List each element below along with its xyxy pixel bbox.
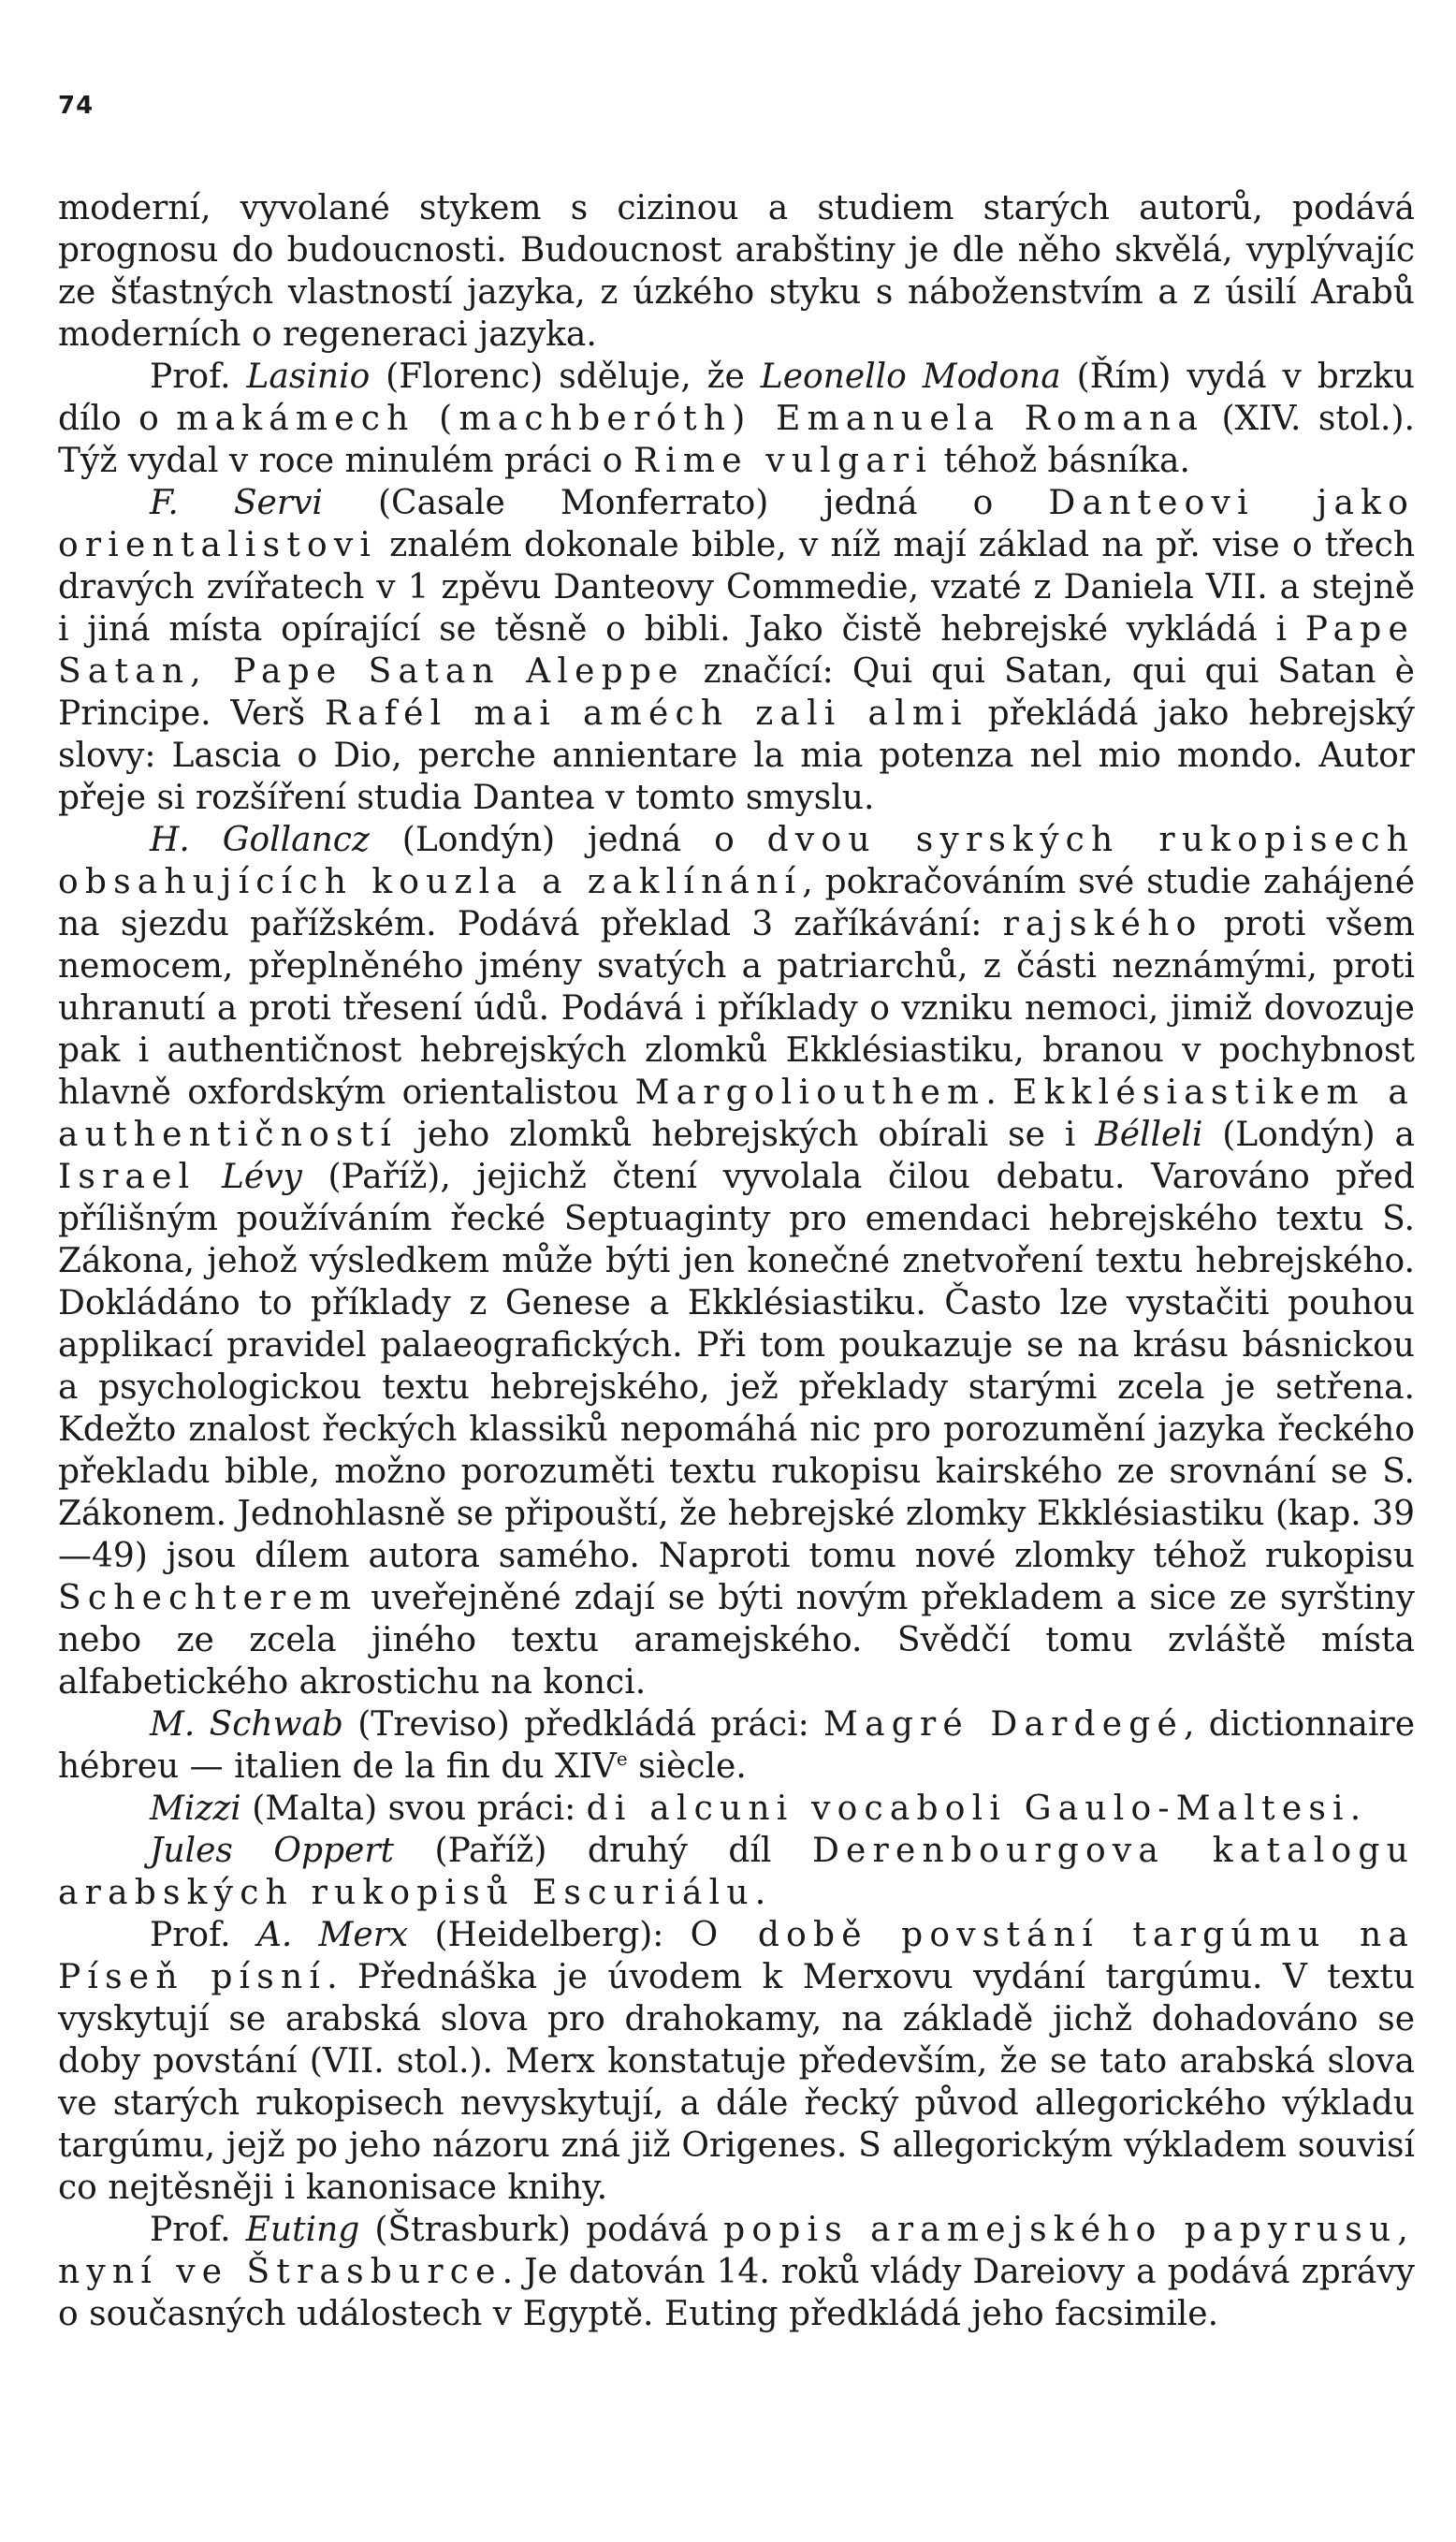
text-run: . bbox=[754, 1874, 766, 1912]
author-name: Lasinio bbox=[246, 358, 371, 396]
author-name: F. Servi bbox=[150, 484, 323, 522]
text-run: proti všem nemocem, přeplněného jmény svatých a patriarchů, z části neznámými, proti uhranutí a proti třesení údů. Podává i příklady o vzniku nemoci, jimiž dovozuje pak i authentičnost hebrejských zlomků Ekklésiastiku, branou v pochybnost hlavně oxfordským orientalistou bbox=[58, 905, 1415, 1112]
paragraph-schwab bbox=[58, 1703, 1415, 1788]
paragraph-merx bbox=[58, 1914, 1415, 2209]
spaced-title: di alcuni vocaboli Gaulo-Maltesi bbox=[586, 1790, 1350, 1828]
paragraph-mizzi bbox=[58, 1788, 1415, 1830]
text-run: (Casale Monferrato) jedná o bbox=[322, 484, 1049, 522]
author-name: Euting bbox=[245, 2211, 360, 2249]
author-name: H. Gollancz bbox=[150, 821, 370, 859]
text-run: . Přednáška je úvodem k Merxovu vydání targúmu. V textu vyskytují se arabská slova pro drahokamy, na základě jichž dohadováno se doby povstání (VII. stol.). Merx konstatuje především, že se tato arabská slova ve starých rukopisech nevyskytují, a dále řecký původ allegorického výkladu targúmu, jejž po jeho názoru zná již Origenes. S allegorickým výkladem souvisí co nejtěsněji i kanonisace knihy. bbox=[58, 1958, 1416, 2207]
text-run: . bbox=[1349, 1790, 1361, 1828]
superscript: e bbox=[616, 1748, 628, 1770]
text-body bbox=[58, 187, 1415, 2335]
text-run: Prof. bbox=[150, 1916, 257, 1954]
text-run: značící: Qui qui Satan, qui qui Satan è Principe. Verš bbox=[58, 652, 1415, 733]
spaced-title: Magré Dardegé bbox=[823, 1705, 1185, 1744]
text-run: jeho zlomků hebrejských obírali se i bbox=[398, 1116, 1096, 1154]
text-run: Prof. bbox=[150, 2211, 246, 2249]
author-name: Leonello Modona bbox=[760, 358, 1061, 396]
text-run: moderní, vyvolané stykem s cizinou a studiem starých autorů, podává prognosu do budoucnosti. Budoucnost arabštiny je dle něho skvělá, vyplývajíc ze šťastných vlastností jazyka, z úzkého styku s náboženstvím a z úsilí Arabů moderních o regeneraci jazyka. bbox=[58, 189, 1415, 354]
text-run: (Treviso) předkládá práci: bbox=[342, 1705, 824, 1744]
spaced-title: popis aramejského papyrusu, nyní ve Štrasburce bbox=[58, 2211, 1415, 2291]
spaced-title: Rafél mai améch zali almi bbox=[324, 694, 968, 733]
text-run: (XIV. stol.). Týž vydal v roce minulém práci o bbox=[58, 400, 1415, 480]
text-run: , dictionnaire hébreu — italien de la fin du XIV bbox=[58, 1705, 1415, 1786]
author-name: Mizzi bbox=[150, 1790, 241, 1828]
text-run: uveřejněné zdají se býti novým překladem a sice ze syrštiny nebo ze zcela jiného textu aramejského. Svědčí tomu zvláště místa alfabetického akrostichu na konci. bbox=[58, 1579, 1415, 1702]
text-run: znalém dokonale bible, v níž mají základ na př. vise o třech dravých zvířatech v 1 zpěvu Danteovy Commedie, vzaté z Daniela VII. a stejně i jiná místa opírající se těsně o bibli. Jako čistě hebrejské vykládá i bbox=[58, 526, 1415, 649]
author-name: A. Merx bbox=[256, 1916, 409, 1954]
paragraph-gollancz bbox=[58, 819, 1415, 1703]
spaced-title: O době povstání targúmu na Píseň písní bbox=[58, 1916, 1415, 1996]
text-run: (Paříž) druhý díl bbox=[394, 1832, 812, 1870]
text-run: . bbox=[985, 1074, 1013, 1112]
author-name: Bélleli bbox=[1095, 1116, 1203, 1154]
text-run bbox=[196, 1158, 222, 1196]
text-run: (Řím) vydá v brzku dílo o bbox=[58, 358, 1415, 438]
paragraph-oppert bbox=[58, 1830, 1415, 1914]
author-name: Lévy bbox=[222, 1158, 302, 1196]
text-run: siècle. bbox=[627, 1747, 747, 1786]
paragraph-euting bbox=[58, 2209, 1415, 2335]
text-run: . Je datován 14. roků vlády Dareiovy a podává zprávy o současných událostech v Egyptě. Euting předkládá jeho facsimile. bbox=[58, 2253, 1415, 2333]
text-run: (Florenc) sděluje, že bbox=[370, 358, 761, 396]
text-run: překládá jako hebrejský slovy: Lascia o Dio, perche annientare la mia potenza nel mio mondo. Autor přeje si rozšíření studia Dantea v tomto smyslu. bbox=[58, 694, 1416, 817]
text-run: (Londýn) a bbox=[1202, 1116, 1415, 1154]
spaced-title: rajského bbox=[1002, 905, 1203, 943]
text-run: (Štrasburk) podává bbox=[359, 2211, 724, 2249]
text-run: (Heidelberg): bbox=[408, 1916, 691, 1954]
text-run: (Paříž), jejichž čtení vyvolala čilou debatu. Varováno před přílišným používáním řecké Septuaginty pro emendaci hebrejského textu S. Zákona, jehož výsledkem může býti jen konečné znetvoření textu hebrejského. Dokládáno to příklady z Genese a Ekklésiastiku. Často lze vystačiti pouhou applikací pravidel palaeografických. Při tom poukazuje se na krásu básnickou a psychologickou textu hebrejského, jež překlady starými zcela je setřena. Kdežto znalost řeckých klassiků nepomáhá nic pro porozumění jazyka řeckého překladu bible, možno porozuměti textu rukopisu kairského ze srovnání se S. Zákonem. Jednohlasně se připouští, že hebrejské zlomky Ekklésiastiku (kap. 39—49) jsou dílem autora samého. Naproti tomu nové zlomky téhož rukopisu bbox=[58, 1158, 1415, 1575]
text-run: , pokračováním své studie zahájené na sjezdu pařížském. Podává překlad 3 zaříkávání: bbox=[58, 863, 1415, 943]
paragraph-arabic-prognosis bbox=[58, 187, 1415, 356]
author-name: M. Schwab bbox=[150, 1705, 343, 1744]
text-run: Prof. bbox=[150, 358, 247, 396]
spaced-title: Derenbourgova katalogu arabských rukopisů Escuriálu bbox=[58, 1832, 1416, 1912]
spaced-title: Israel bbox=[58, 1158, 197, 1196]
spaced-title: dvou syrských rukopisech obsahujících kouzla a zaklínání bbox=[58, 821, 1415, 901]
text-run: (Londýn) jedná o bbox=[369, 821, 767, 859]
text-run: téhož básníka. bbox=[933, 442, 1190, 480]
spaced-title: Schechterem bbox=[58, 1579, 358, 1617]
page-number: 74 bbox=[58, 92, 95, 120]
spaced-title: makámech (machberóth) Emanuela Romana bbox=[176, 400, 1205, 438]
paragraph-servi bbox=[58, 482, 1415, 819]
spaced-title: Rime vulgari bbox=[633, 442, 934, 480]
spaced-title: Ekklésiastikem a authentičností bbox=[58, 1074, 1415, 1154]
spaced-title: Pape Satan, Pape Satan Aleppe bbox=[58, 610, 1415, 691]
text-run: (Malta) svou práci: bbox=[240, 1790, 587, 1828]
paragraph-lasinio bbox=[58, 356, 1415, 482]
spaced-title: Danteovi jako orientalistovi bbox=[58, 484, 1415, 564]
author-name: Jules Oppert bbox=[150, 1832, 395, 1870]
spaced-title: Margoliouthem bbox=[634, 1074, 986, 1112]
